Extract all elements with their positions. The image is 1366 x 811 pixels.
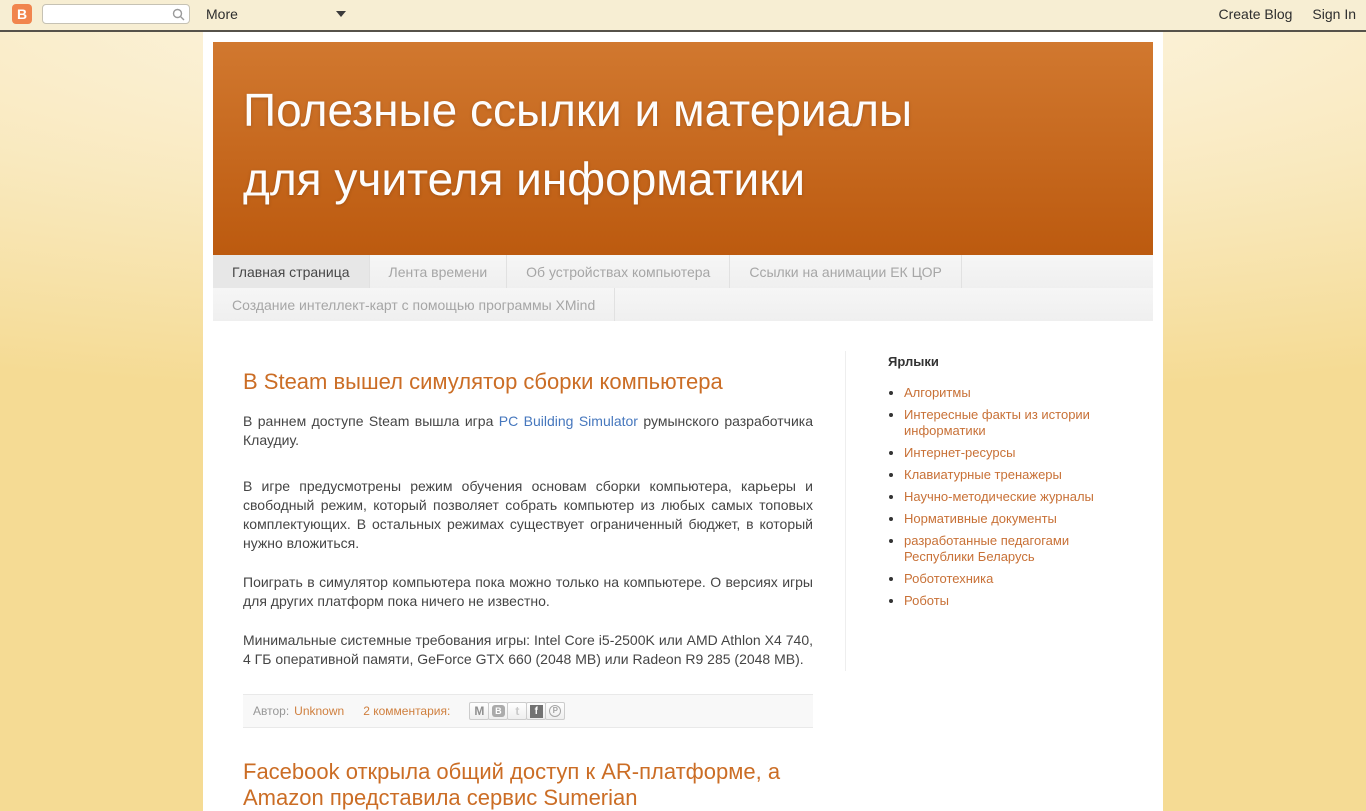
share-buttons-group	[470, 702, 565, 720]
tab-computer-devices[interactable]: Об устройствах компьютера	[507, 255, 730, 288]
sign-in-link[interactable]: Sign In	[1312, 6, 1356, 22]
label-link-internet-resources[interactable]: Интернет-ресурсы	[904, 445, 1016, 460]
author-link[interactable]: Unknown	[294, 704, 345, 718]
labels-list	[888, 385, 1133, 609]
label-link-robotics[interactable]: Робототехника	[904, 571, 994, 586]
pinterest-icon: P	[549, 705, 561, 717]
sidebar-labels-widget	[845, 351, 1133, 671]
post-paragraph-1	[243, 412, 813, 450]
list-item	[904, 407, 1133, 439]
blog-header-banner	[213, 42, 1153, 255]
twitter-icon: t	[515, 704, 520, 718]
share-email-button[interactable]	[469, 702, 489, 720]
post-paragraph-4: Минимальные системные требования игры: Intel Core i5-2500K или AMD Athlon X4 740, 4 ГБ оперативной памяти, GeForce GTX 660 (2048 MB) или Radeon R9 285 (2048 MB).	[243, 632, 813, 667]
tab-xmind-mindmaps[interactable]: Создание интеллект-карт с помощью программы XMind	[213, 288, 615, 321]
blogger-navbar	[0, 0, 1366, 32]
share-facebook-button[interactable]	[526, 702, 546, 720]
tabs-row-2	[213, 288, 1153, 321]
blog-title-line-1: Полезные ссылки и материалы	[243, 84, 913, 136]
label-link-history-facts[interactable]: Интересные факты из истории информатики	[904, 407, 1090, 438]
chevron-down-icon	[336, 11, 346, 17]
label-link-algorithms[interactable]: Алгоритмы	[904, 385, 971, 400]
email-icon: M	[474, 704, 485, 718]
post-paragraph-3: Поиграть в симулятор компьютера пока можно только на компьютере. О версиях игры для других платформ пока ничего не известно.	[243, 574, 813, 609]
blog-post-facebook-ar	[243, 759, 813, 811]
list-item	[904, 511, 1133, 527]
pc-building-simulator-link[interactable]: PC Building Simulator	[498, 413, 638, 429]
author-label: Автор:	[253, 704, 290, 718]
list-item	[904, 571, 1133, 587]
search-icon	[172, 8, 185, 21]
tab-timeline[interactable]: Лента времени	[370, 255, 508, 288]
label-link-methodical-journals[interactable]: Научно-методические журналы	[904, 489, 1094, 504]
posts-column	[243, 351, 813, 811]
list-item	[904, 385, 1133, 401]
blog-post-steam-simulator	[243, 369, 813, 728]
share-pinterest-button[interactable]	[545, 702, 565, 720]
sidebar-heading: Ярлыки	[888, 354, 939, 369]
paragraph-text: В раннем доступе Steam вышла игра	[243, 413, 499, 429]
list-item	[904, 489, 1133, 505]
navbar-more-dropdown[interactable]	[206, 6, 352, 22]
list-item	[904, 593, 1133, 609]
comments-link[interactable]: 2 комментария:	[363, 704, 451, 718]
blogger-logo-icon[interactable]: B	[12, 4, 32, 24]
facebook-icon: f	[530, 705, 543, 718]
navbar-search-box[interactable]	[42, 4, 190, 24]
post-paragraph-2: В игре предусмотрены режим обучения основам сборки компьютера, карьеры и свободный режим, который позволяет собрать компьютер из любых самых топовых комплектующих. В остальных режимах существует ограниченный бюджет, в который нужно вложиться.	[243, 478, 813, 551]
search-input[interactable]	[49, 6, 172, 22]
blog-title-line-2: для учителя информатики	[243, 153, 806, 205]
list-item	[904, 467, 1133, 483]
share-blogthis-button[interactable]	[488, 702, 508, 720]
list-item	[904, 533, 1133, 565]
post-title-link[interactable]: В Steam вышел симулятор сборки компьютера	[243, 369, 723, 394]
page-wrapper	[203, 32, 1163, 811]
main-area	[213, 321, 1153, 811]
tab-animation-links[interactable]: Ссылки на анимации ЕК ЦОР	[730, 255, 962, 288]
tab-home[interactable]: Главная страница	[213, 255, 370, 288]
paragraph-text: румынского разработчика Клаудиу.	[243, 413, 813, 448]
tabs-row-1	[213, 255, 1153, 288]
label-link-normative-documents[interactable]: Нормативные документы	[904, 511, 1057, 526]
label-link-developed-by-teachers[interactable]: разработанные педагогами Республики Беларусь	[904, 533, 1070, 564]
post-footer	[243, 694, 813, 728]
more-label: More	[206, 6, 238, 22]
label-link-keyboard-trainers[interactable]: Клавиатурные тренажеры	[904, 467, 1062, 482]
label-link-robots[interactable]: Роботы	[904, 593, 950, 608]
list-item	[904, 445, 1133, 461]
share-twitter-button[interactable]	[507, 702, 527, 720]
blogger-share-icon: B	[492, 705, 505, 717]
post-title-link[interactable]: Facebook открыла общий доступ к AR-платформе, а Amazon представила сервис Sumerian	[243, 759, 781, 810]
create-blog-link[interactable]: Create Blog	[1218, 6, 1293, 22]
